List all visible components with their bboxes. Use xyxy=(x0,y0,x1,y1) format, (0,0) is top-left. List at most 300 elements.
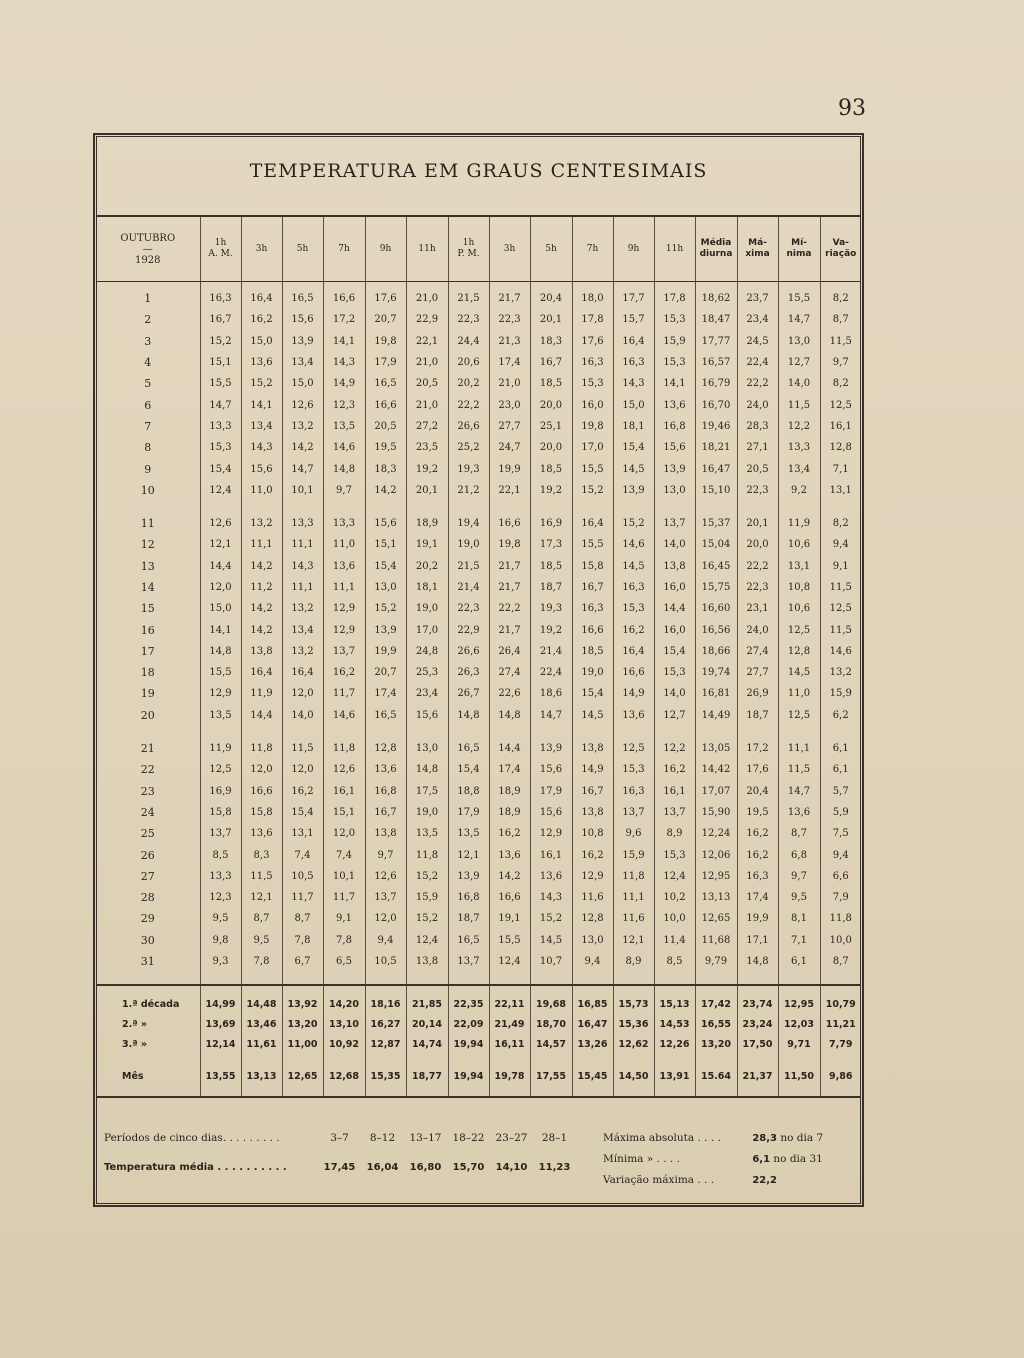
value-cell: 10,0 xyxy=(820,930,861,951)
value-cell: 11,68 xyxy=(695,930,737,951)
value-cell: 7,8 xyxy=(241,951,282,972)
value-cell: 13,4 xyxy=(282,619,323,640)
value-cell: 15,2 xyxy=(406,908,448,929)
value-cell: 16,3 xyxy=(737,866,778,887)
value-cell: 14,7 xyxy=(778,781,820,802)
value-cell: 24,0 xyxy=(737,394,778,415)
value-cell: 22,2 xyxy=(489,598,530,619)
period-item: 23–27 xyxy=(495,1132,528,1144)
value-cell: 15,45 xyxy=(572,1066,613,1086)
value-cell: 12,3 xyxy=(323,394,365,415)
day-row xyxy=(96,480,861,501)
column-header-top: 3h xyxy=(255,243,268,254)
value-cell: 16,7 xyxy=(530,352,572,373)
value-cell: 18,7 xyxy=(737,705,778,726)
column-header xyxy=(241,216,282,282)
row-label: 10 xyxy=(140,483,155,497)
value-cell: 21,0 xyxy=(406,394,448,415)
value-cell: 10,2 xyxy=(654,887,695,908)
day-row xyxy=(96,866,861,887)
value-cell: 19,94 xyxy=(448,1066,489,1086)
value-cell: 7,4 xyxy=(323,844,365,865)
column-header-top: Má- xyxy=(748,238,767,248)
row-label: 19 xyxy=(140,687,155,701)
value-cell: 22,3 xyxy=(737,480,778,501)
value-cell: 17,8 xyxy=(654,288,695,309)
value-cell: 20,1 xyxy=(737,513,778,534)
value-cell: 12,1 xyxy=(241,887,282,908)
value-cell: 20,14 xyxy=(406,1014,448,1034)
value-cell: 13,0 xyxy=(365,577,406,598)
spacer-cell xyxy=(489,501,530,513)
value-cell: 16,6 xyxy=(613,662,654,683)
value-cell: 20,0 xyxy=(530,394,572,415)
value-cell: 23,24 xyxy=(737,1014,778,1034)
value-cell: 15,9 xyxy=(613,844,654,865)
value-cell: 21,49 xyxy=(489,1014,530,1034)
row-label: Mês xyxy=(122,1070,144,1082)
value-cell: 16,2 xyxy=(737,823,778,844)
value-cell: 17,4 xyxy=(489,352,530,373)
value-cell: 15,75 xyxy=(695,577,737,598)
value-cell: 8,7 xyxy=(820,951,861,972)
value-cell: 10,79 xyxy=(820,994,861,1014)
value-cell: 14,57 xyxy=(530,1034,572,1054)
spacer-cell xyxy=(778,1086,820,1097)
value-cell: 17,50 xyxy=(737,1034,778,1054)
value-cell: 9,7 xyxy=(820,352,861,373)
value-cell: 13,6 xyxy=(365,759,406,780)
value-cell: 20,5 xyxy=(406,373,448,394)
value-cell: 12,8 xyxy=(820,437,861,458)
spacer-cell xyxy=(282,1086,323,1097)
value-cell: 22,2 xyxy=(737,556,778,577)
value-cell: 16,9 xyxy=(530,513,572,534)
value-cell: 22,3 xyxy=(737,577,778,598)
value-cell: 14,1 xyxy=(241,394,282,415)
column-header xyxy=(613,216,654,282)
value-cell: 11,8 xyxy=(406,844,448,865)
value-cell: 9,4 xyxy=(572,951,613,972)
value-cell: 15,10 xyxy=(695,480,737,501)
value-cell: 15,6 xyxy=(654,437,695,458)
value-cell: 12,2 xyxy=(654,738,695,759)
value-cell: 7,8 xyxy=(282,930,323,951)
value-cell: 12,7 xyxy=(654,705,695,726)
value-cell: 22,2 xyxy=(448,394,489,415)
spacer-cell xyxy=(820,1054,861,1066)
value-cell: 21,37 xyxy=(737,1066,778,1086)
value-cell: 14,5 xyxy=(572,705,613,726)
value-cell: 16,5 xyxy=(448,930,489,951)
value-cell: 22,4 xyxy=(530,662,572,683)
spacer-cell xyxy=(406,972,448,985)
value-cell: 21,7 xyxy=(489,577,530,598)
value-cell: 15,5 xyxy=(200,662,241,683)
value-cell: 21,4 xyxy=(530,641,572,662)
value-cell: 13,2 xyxy=(282,641,323,662)
day-row xyxy=(96,662,861,683)
value-cell: 19,4 xyxy=(448,513,489,534)
spacer-cell xyxy=(448,501,489,513)
value-cell: 15,1 xyxy=(365,534,406,555)
value-cell: 12,5 xyxy=(613,738,654,759)
value-cell: 17,7 xyxy=(613,288,654,309)
day-row xyxy=(96,534,861,555)
value-cell: 11,8 xyxy=(241,738,282,759)
value-cell: 12,87 xyxy=(365,1034,406,1054)
value-cell: 13,6 xyxy=(654,394,695,415)
value-cell: 15,36 xyxy=(613,1014,654,1034)
value-cell: 16,5 xyxy=(365,705,406,726)
value-cell: 23,7 xyxy=(737,288,778,309)
value-cell: 13,20 xyxy=(282,1014,323,1034)
value-cell: 11,4 xyxy=(654,930,695,951)
spacer-cell xyxy=(406,726,448,738)
value-cell: 18,3 xyxy=(530,331,572,352)
spacer-cell xyxy=(323,972,365,985)
value-cell: 15,2 xyxy=(241,373,282,394)
value-cell: 16,4 xyxy=(613,331,654,352)
spacer-cell xyxy=(572,1086,613,1097)
spacer-cell xyxy=(572,1054,613,1066)
spacer-cell xyxy=(365,501,406,513)
value-cell: 14,3 xyxy=(530,887,572,908)
value-cell: 25,3 xyxy=(406,662,448,683)
value-cell: 23,1 xyxy=(737,598,778,619)
value-cell: 14,50 xyxy=(613,1066,654,1086)
decade-row xyxy=(96,1014,861,1034)
value-cell: 12,0 xyxy=(200,577,241,598)
row-label: 4 xyxy=(144,356,152,370)
value-cell: 8,2 xyxy=(820,513,861,534)
value-cell: 28,3 xyxy=(737,416,778,437)
value-cell: 11,6 xyxy=(572,887,613,908)
value-cell: 13,4 xyxy=(778,458,820,479)
value-cell: 18,16 xyxy=(365,994,406,1014)
value-cell: 12,9 xyxy=(323,619,365,640)
value-cell: 14,5 xyxy=(778,662,820,683)
value-cell: 21,2 xyxy=(448,480,489,501)
column-header-top: Mí- xyxy=(791,238,807,248)
periods-list xyxy=(318,1132,576,1144)
spacer-cell xyxy=(695,1054,737,1066)
value-cell: 22,4 xyxy=(737,352,778,373)
value-cell: 9,86 xyxy=(820,1066,861,1086)
spacer-cell xyxy=(737,501,778,513)
row-label: 1.ª década xyxy=(122,998,180,1010)
row-label: 14 xyxy=(140,581,155,594)
value-cell: 13,69 xyxy=(200,1014,241,1034)
value-cell: 16,3 xyxy=(200,288,241,309)
spacer-cell xyxy=(695,501,737,513)
spacer-cell xyxy=(778,985,820,994)
value-cell: 15,4 xyxy=(654,641,695,662)
min-label: Mínima » . . . . xyxy=(603,1153,680,1165)
value-cell: 25,2 xyxy=(448,437,489,458)
value-cell: 14,20 xyxy=(323,994,365,1014)
value-cell: 16,0 xyxy=(654,577,695,598)
value-cell: 19,9 xyxy=(365,641,406,662)
value-cell: 19,46 xyxy=(695,416,737,437)
value-cell: 14,3 xyxy=(613,373,654,394)
value-cell: 13,5 xyxy=(406,823,448,844)
value-cell: 24,4 xyxy=(448,331,489,352)
value-cell: 15,6 xyxy=(406,705,448,726)
value-cell: 13,7 xyxy=(654,802,695,823)
value-cell: 15,73 xyxy=(613,994,654,1014)
value-cell: 11,1 xyxy=(241,534,282,555)
spacer-cell xyxy=(820,1086,861,1097)
day-row xyxy=(96,352,861,373)
table-title: TEMPERATURA EM GRAUS CENTESIMAIS xyxy=(249,160,708,182)
day-row xyxy=(96,437,861,458)
spacer-cell xyxy=(448,726,489,738)
value-cell: 14,7 xyxy=(200,394,241,415)
min-when: no dia 31 xyxy=(773,1153,823,1165)
value-cell: 27,7 xyxy=(489,416,530,437)
value-cell: 14,4 xyxy=(654,598,695,619)
value-cell: 15,0 xyxy=(613,394,654,415)
column-header-top: 11h xyxy=(665,243,684,254)
value-cell: 9,5 xyxy=(200,908,241,929)
spacer-cell xyxy=(200,985,241,994)
value-cell: 16,3 xyxy=(572,598,613,619)
value-cell: 13,55 xyxy=(200,1066,241,1086)
temperatures-list xyxy=(318,1162,576,1173)
value-cell: 14,6 xyxy=(613,534,654,555)
day-row xyxy=(96,844,861,865)
value-cell: 6,2 xyxy=(820,705,861,726)
value-cell: 13,3 xyxy=(200,866,241,887)
value-cell: 15,2 xyxy=(406,866,448,887)
column-header-top: 1h xyxy=(462,238,475,248)
value-cell: 17,1 xyxy=(737,930,778,951)
value-cell: 14,74 xyxy=(406,1034,448,1054)
spacer-cell xyxy=(572,501,613,513)
value-cell: 7,8 xyxy=(323,930,365,951)
value-cell: 12,06 xyxy=(695,844,737,865)
column-header-bottom: xima xyxy=(745,249,770,259)
spacer-cell xyxy=(695,985,737,994)
value-cell: 16,4 xyxy=(613,641,654,662)
spacer-cell xyxy=(530,972,572,985)
row-label: 27 xyxy=(140,869,155,883)
value-cell: 15,8 xyxy=(572,556,613,577)
value-cell: 16,47 xyxy=(695,458,737,479)
spacer-cell xyxy=(820,726,861,738)
spacer-cell xyxy=(489,726,530,738)
value-cell: 14,0 xyxy=(778,373,820,394)
period-item: 3–7 xyxy=(330,1132,349,1144)
value-cell: 24,7 xyxy=(489,437,530,458)
spacer-cell xyxy=(530,726,572,738)
value-cell: 13,7 xyxy=(365,887,406,908)
value-cell: 13,4 xyxy=(241,416,282,437)
value-cell: 18,6 xyxy=(530,683,572,704)
row-label: 28 xyxy=(140,891,155,905)
value-cell: 22,3 xyxy=(448,598,489,619)
value-cell: 11,7 xyxy=(282,887,323,908)
value-cell: 21,7 xyxy=(489,619,530,640)
spacer-cell xyxy=(613,985,654,994)
value-cell: 15,9 xyxy=(406,887,448,908)
value-cell: 12,4 xyxy=(489,951,530,972)
period-item: 18–22 xyxy=(452,1132,485,1144)
spacer-cell xyxy=(282,1054,323,1066)
value-cell: 16,4 xyxy=(282,662,323,683)
spacer-cell xyxy=(820,501,861,513)
value-cell: 15,1 xyxy=(323,802,365,823)
value-cell: 8,7 xyxy=(282,908,323,929)
value-cell: 19,2 xyxy=(406,458,448,479)
day-row xyxy=(96,705,861,726)
value-cell: 15,4 xyxy=(572,683,613,704)
row-label: 3 xyxy=(144,334,152,348)
column-header-top: 1h xyxy=(214,238,227,248)
row-label: 22 xyxy=(140,763,155,777)
day-row xyxy=(96,738,861,759)
value-cell: 16,56 xyxy=(695,619,737,640)
row-label: 13 xyxy=(140,559,155,573)
value-cell: 14,8 xyxy=(448,705,489,726)
value-cell: 14,5 xyxy=(530,930,572,951)
spacer-cell xyxy=(695,972,737,985)
value-cell: 19,94 xyxy=(448,1034,489,1054)
value-cell: 19,9 xyxy=(489,458,530,479)
value-cell: 14,1 xyxy=(323,331,365,352)
spacer-cell xyxy=(489,1086,530,1097)
spacer-cell xyxy=(96,972,200,985)
value-cell: 8,2 xyxy=(820,288,861,309)
value-cell: 12,95 xyxy=(778,994,820,1014)
spacer-cell xyxy=(365,1086,406,1097)
column-header-bottom: P. M. xyxy=(457,249,480,259)
value-cell: 26,4 xyxy=(489,641,530,662)
month-row xyxy=(96,1066,861,1086)
value-cell: 16,1 xyxy=(323,781,365,802)
spacer-cell xyxy=(448,1054,489,1066)
value-cell: 17,4 xyxy=(489,759,530,780)
spacer-cell xyxy=(365,985,406,994)
value-cell: 11,9 xyxy=(200,738,241,759)
value-cell: 12,03 xyxy=(778,1014,820,1034)
spacer-cell xyxy=(489,985,530,994)
spacer-row xyxy=(96,726,861,738)
spacer-cell xyxy=(654,1054,695,1066)
value-cell: 13,9 xyxy=(282,331,323,352)
period-item: 28–1 xyxy=(541,1132,568,1144)
value-cell: 9,5 xyxy=(241,930,282,951)
value-cell: 11,1 xyxy=(282,534,323,555)
value-cell: 13,1 xyxy=(820,480,861,501)
value-cell: 18,7 xyxy=(530,577,572,598)
value-cell: 19,1 xyxy=(489,908,530,929)
spacer-cell xyxy=(654,972,695,985)
spacer-cell xyxy=(96,1086,200,1097)
value-cell: 18,77 xyxy=(406,1066,448,1086)
value-cell: 9,71 xyxy=(778,1034,820,1054)
spacer-cell xyxy=(365,726,406,738)
value-cell: 12,7 xyxy=(778,352,820,373)
value-cell: 16,2 xyxy=(572,844,613,865)
value-cell: 13,1 xyxy=(282,823,323,844)
value-cell: 22,35 xyxy=(448,994,489,1014)
value-cell: 15,3 xyxy=(654,309,695,330)
spacer-cell xyxy=(572,985,613,994)
value-cell: 10,5 xyxy=(282,866,323,887)
value-cell: 13,92 xyxy=(282,994,323,1014)
value-cell: 26,3 xyxy=(448,662,489,683)
temperature-label: Temperatura média . . . . . . . . . . xyxy=(104,1162,287,1173)
value-cell: 21,0 xyxy=(406,288,448,309)
spacer-cell xyxy=(737,985,778,994)
value-cell: 15,90 xyxy=(695,802,737,823)
value-cell: 15,5 xyxy=(200,373,241,394)
value-cell: 14,0 xyxy=(654,683,695,704)
page-number: 93 xyxy=(838,96,866,121)
spacer-cell xyxy=(406,1054,448,1066)
column-header-top: Média xyxy=(700,238,732,248)
value-cell: 16,2 xyxy=(737,844,778,865)
day-row xyxy=(96,556,861,577)
column-header xyxy=(778,216,820,282)
column-header-top: 3h xyxy=(503,243,516,254)
value-cell: 9,4 xyxy=(820,844,861,865)
value-cell: 11,7 xyxy=(323,887,365,908)
value-cell: 20,0 xyxy=(530,437,572,458)
value-cell: 12,65 xyxy=(282,1066,323,1086)
value-cell: 13,6 xyxy=(489,844,530,865)
value-cell: 17,55 xyxy=(530,1066,572,1086)
min-value: 6,1 xyxy=(752,1154,771,1165)
value-cell: 22,09 xyxy=(448,1014,489,1034)
value-cell: 15,2 xyxy=(365,598,406,619)
row-label: 24 xyxy=(140,805,155,819)
row-label: 30 xyxy=(140,933,155,947)
spacer-cell xyxy=(96,726,200,738)
value-cell: 18,5 xyxy=(572,641,613,662)
spacer-cell xyxy=(530,1054,572,1066)
value-cell: 13,7 xyxy=(654,513,695,534)
day-row xyxy=(96,577,861,598)
value-cell: 11,2 xyxy=(241,577,282,598)
column-header-bottom: riação xyxy=(825,249,857,259)
value-cell: 21,0 xyxy=(489,373,530,394)
value-cell: 10,5 xyxy=(365,951,406,972)
value-cell: 19,5 xyxy=(365,437,406,458)
value-cell: 16,27 xyxy=(365,1014,406,1034)
value-cell: 18,70 xyxy=(530,1014,572,1034)
value-cell: 15,0 xyxy=(241,331,282,352)
value-cell: 12,4 xyxy=(406,930,448,951)
spacer-cell xyxy=(96,1054,200,1066)
value-cell: 13,8 xyxy=(572,802,613,823)
value-cell: 14,9 xyxy=(613,683,654,704)
value-cell: 14,3 xyxy=(323,352,365,373)
value-cell: 12,8 xyxy=(572,908,613,929)
value-cell: 19,0 xyxy=(406,598,448,619)
value-cell: 16,47 xyxy=(572,1014,613,1034)
value-cell: 20,4 xyxy=(737,781,778,802)
value-cell: 14,4 xyxy=(489,738,530,759)
value-cell: 15,2 xyxy=(530,908,572,929)
value-cell: 15,6 xyxy=(530,802,572,823)
value-cell: 16,1 xyxy=(820,416,861,437)
value-cell: 11,9 xyxy=(241,683,282,704)
value-cell: 13,5 xyxy=(448,823,489,844)
value-cell: 11,61 xyxy=(241,1034,282,1054)
